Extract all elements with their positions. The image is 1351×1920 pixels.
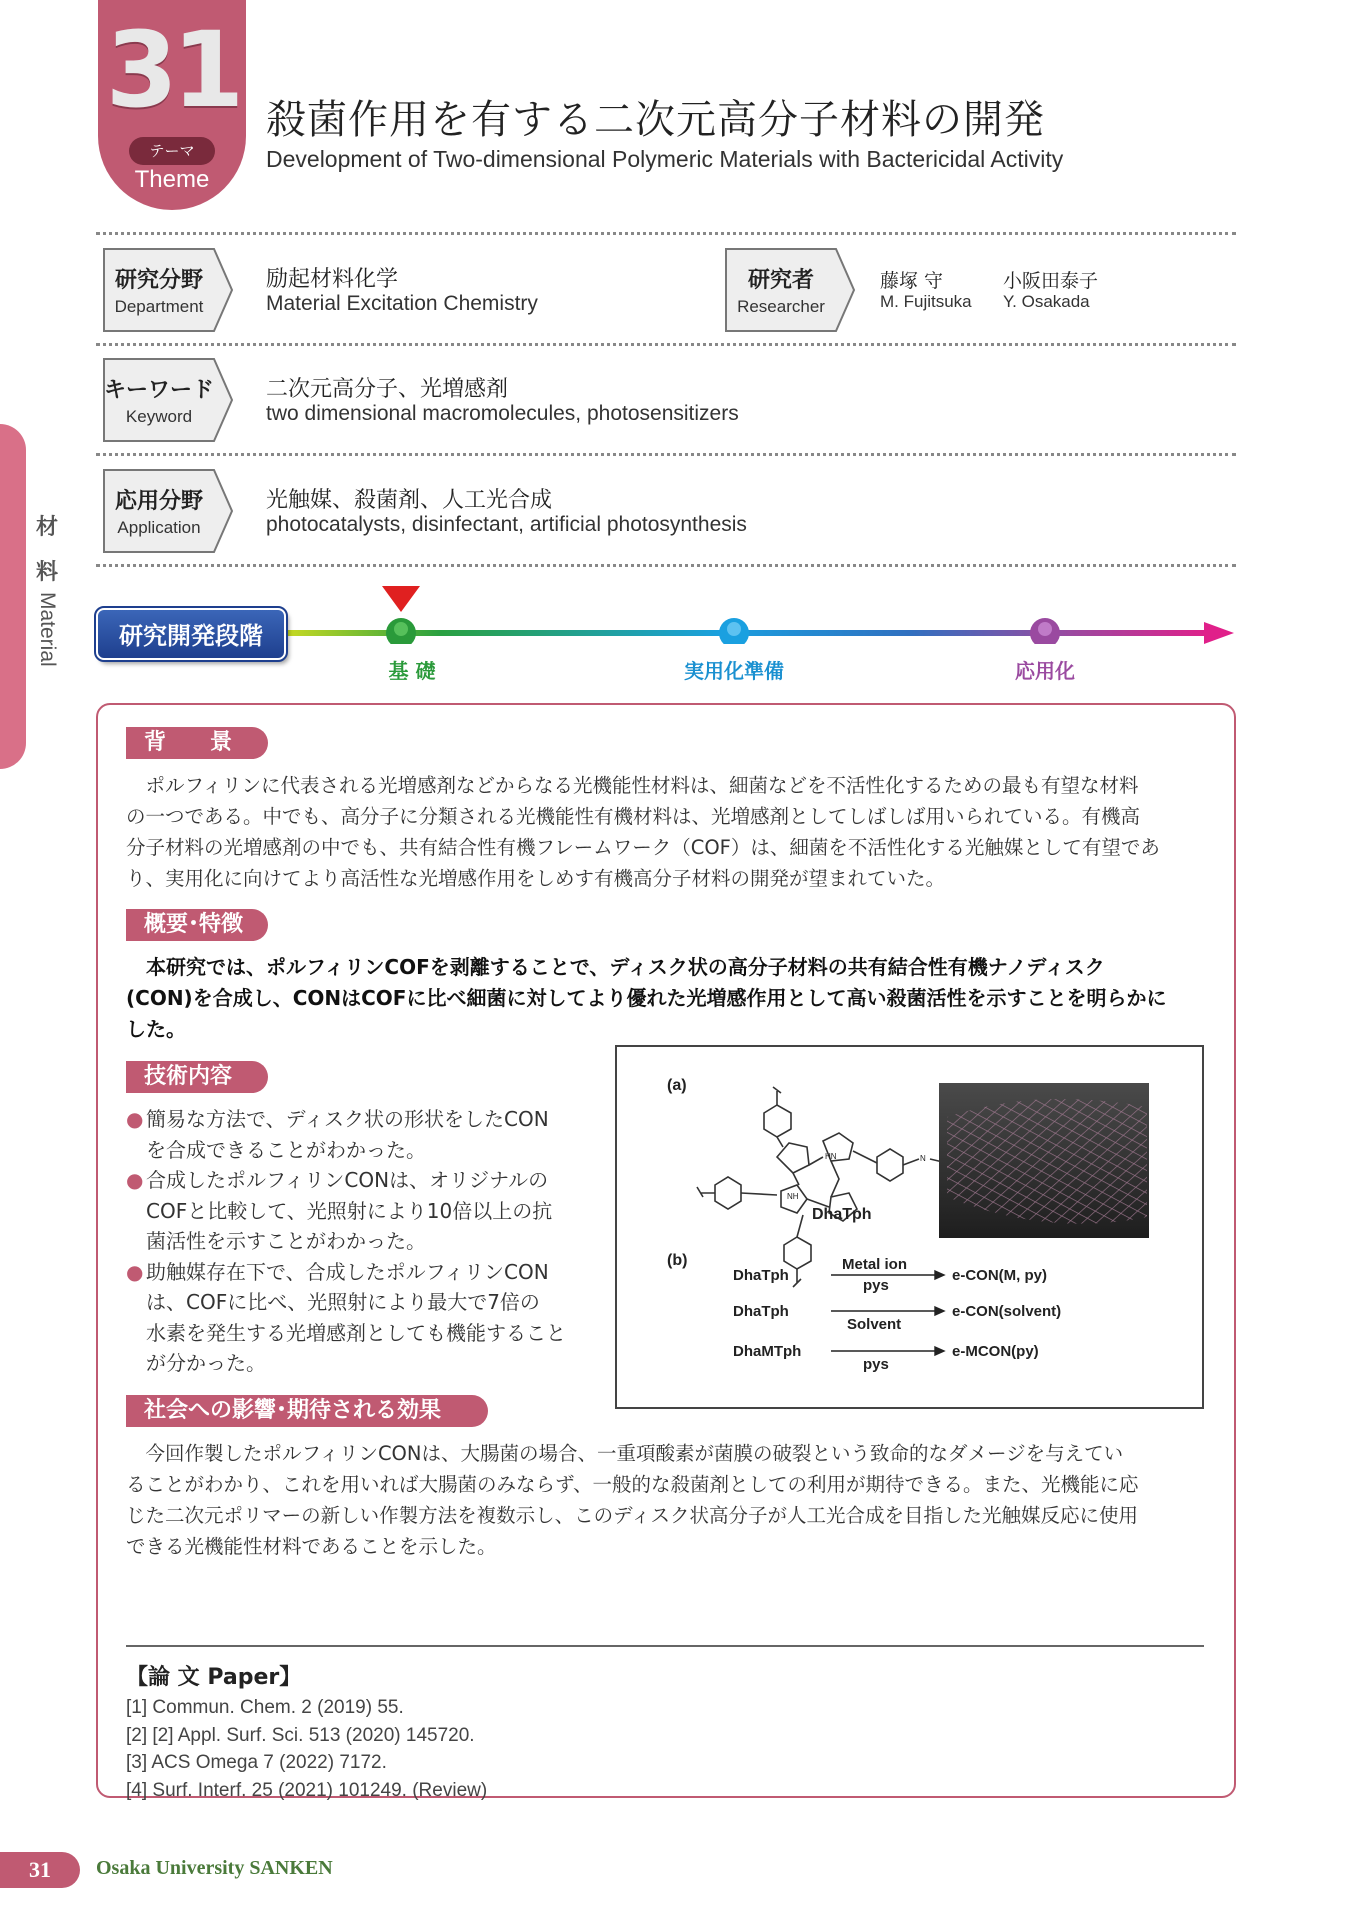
figure-a-label: (a) (667, 1077, 687, 1094)
department-value-en: Material Excitation Chemistry (266, 292, 538, 315)
department-label-en: Department (114, 297, 204, 316)
department-label (100, 247, 234, 331)
reaction-2-solvent: Solvent (847, 1316, 902, 1333)
theme-tab (98, 0, 246, 210)
researcher-label-en: Researcher (737, 297, 825, 316)
reaction-2-reactant: DhaTph (733, 1303, 789, 1320)
section-tag-overview: 概要･特徴 (126, 909, 268, 941)
department-value-ja: 励起材料化学 (266, 267, 399, 292)
divider (96, 232, 1236, 235)
tech-item: ● 合成したポルフィリンCONは、オリジナルの COFと比較して、光照射により10倍以上の抗 菌活性を示すことがわかった。 (126, 1168, 553, 1253)
section-tag-tech: 技術内容 (126, 1061, 268, 1093)
section-tag-background: 背 景 (126, 727, 268, 759)
department-label-ja: 研究分野 (114, 268, 203, 293)
researcher-2-ja: 小阪田泰子 (1003, 270, 1099, 292)
page-title: 殺菌作用を有する二次元高分子材料の開発 (266, 97, 1045, 143)
divider (96, 453, 1236, 456)
reaction-1-solvent: pys (863, 1277, 889, 1294)
papers-divider (126, 1645, 1204, 1647)
figure-b-label: (b) (667, 1252, 688, 1269)
page-subtitle: Development of Two-dimensional Polymeric Materials with Bactericidal Activity (266, 146, 1064, 172)
page-number: 31 (0, 1852, 80, 1888)
side-category-tab (0, 424, 26, 769)
theme-label: Theme (134, 166, 210, 193)
side-char-1: 材 (35, 515, 58, 540)
svg-text:N: N (920, 1154, 926, 1163)
application-value-ja: 光触媒、殺菌剤、人工光合成 (266, 488, 553, 513)
svg-text:HN: HN (825, 1152, 837, 1161)
side-category-label (30, 510, 64, 667)
tech-item: ● 助触媒存在下で、合成したポルフィリンCON は、COFに比べ、光照射により最大で7倍の 水素を発生する光増感剤としても機能すること が分かった。 (126, 1259, 566, 1375)
side-en-label: Material (36, 592, 59, 667)
divider (96, 564, 1236, 567)
stage-button: 研究開発段階 (96, 608, 286, 660)
papers-heading: 【論 文 Paper】 (126, 1665, 302, 1690)
reaction-3-solvent: pys (863, 1356, 889, 1373)
reaction-3-product: e-MCON(py) (952, 1343, 1039, 1360)
side-char-2: 料 (35, 560, 58, 585)
stage-progress-bar (270, 584, 1240, 644)
researcher-label (722, 247, 856, 331)
researcher-1-en: M. Fujitsuka (880, 292, 972, 311)
application-label-en: Application (117, 518, 201, 537)
footer-brand: Osaka University SANKEN (96, 1857, 333, 1879)
tech-item: ● 簡易な方法で、ディスク状の形状をしたCON を合成できることがわかった。 (126, 1107, 549, 1162)
overview-text: 本研究では、ポルフィリンCOFを剥離することで、ディスク状の高分子材料の共有結合性有機ナノディスク (CON)を合成し、CONはCOFに比べ細菌に対してより優れた光増感作用として高い殺菌活性を示すことを明らかに した。 (126, 955, 1167, 1041)
reaction-1-product: e-CON(M, py) (952, 1267, 1047, 1284)
keyword-label-ja: キーワード (103, 378, 214, 403)
paper-item: [1] Commun. Chem. 2 (2019) 55. (126, 1697, 404, 1718)
keyword-label-en: Keyword (125, 407, 193, 426)
stage-label-applied: 応用化 (1015, 659, 1075, 683)
molecule-label: DhaTph (812, 1206, 872, 1223)
background-text: ポルフィリンに代表される光増感剤などからなる光機能性材料は、細菌などを不活性化するための最も有望な材料 の一つである。中でも、高分子に分類される光機能性有機材料は、光増感剤としてしばしば用いられている。有機高 分子材料の光増感剤の中でも、共有結合性有機フレームワーク（COF）は、細菌を不活性化する光触媒として有望であ り、実用化に向けてより高活性な光増感作用をしめす有機高分子材料の開発が望まれていた。 (126, 774, 1160, 890)
svg-text:NH: NH (787, 1192, 799, 1201)
theme-pill: テーマ (129, 137, 215, 165)
application-value-en: photocatalysts, disinfectant, artificial photosynthesis (266, 513, 747, 536)
application-label (100, 468, 234, 552)
researcher-1-ja: 藤塚 守 (880, 270, 944, 292)
theme-number: 31 (105, 9, 239, 131)
current-stage-marker (382, 586, 420, 612)
figure-panel (615, 1045, 1204, 1409)
impact-text: 今回作製したポルフィリンCONは、大腸菌の場合、一重項酸素が菌膜の破裂という致命的なダメージを与えてい ることがわかり、これを用いれば大腸菌のみならず、一般的な殺菌剤としての利用が期待できる。また、光機能に応 じた二次元ポリマーの新しい作製方法を複数示し、このディスク状高分子が人工光合成を目指した光触媒反応に使用 できる光機能性材料であることを示した。 (126, 1442, 1139, 1558)
stage-arrowhead (1204, 622, 1234, 644)
reaction-3-reactant: DhaMTph (733, 1343, 802, 1360)
section-tag-impact: 社会への影響･期待される効果 (126, 1395, 488, 1427)
tech-list (126, 1104, 606, 1379)
keyword-value-en: two dimensional macromolecules, photosensitizers (266, 402, 739, 425)
researcher-2-en: Y. Osakada (1003, 292, 1090, 311)
reaction-1-reagent: Metal ion (842, 1256, 908, 1273)
reaction-2-product: e-CON(solvent) (952, 1303, 1062, 1320)
paper-item: [4] Surf. Interf. 25 (2021) 101249. (Review) (126, 1779, 488, 1801)
keyword-label (100, 357, 234, 441)
researcher-label-ja: 研究者 (747, 268, 814, 293)
paper-item: [3] ACS Omega 7 (2022) 7172. (126, 1752, 387, 1773)
stage-label-basic: 基 礎 (388, 659, 436, 683)
papers-list (126, 1694, 487, 1804)
divider (96, 343, 1236, 346)
paper-item: [2] [2] Appl. Surf. Sci. 513 (2020) 145720. (126, 1724, 475, 1746)
application-label-ja: 応用分野 (114, 489, 203, 514)
stage-label-prep: 実用化準備 (684, 659, 784, 683)
reaction-1-reactant: DhaTph (733, 1267, 789, 1284)
keyword-value-ja: 二次元高分子、光増感剤 (266, 377, 509, 402)
